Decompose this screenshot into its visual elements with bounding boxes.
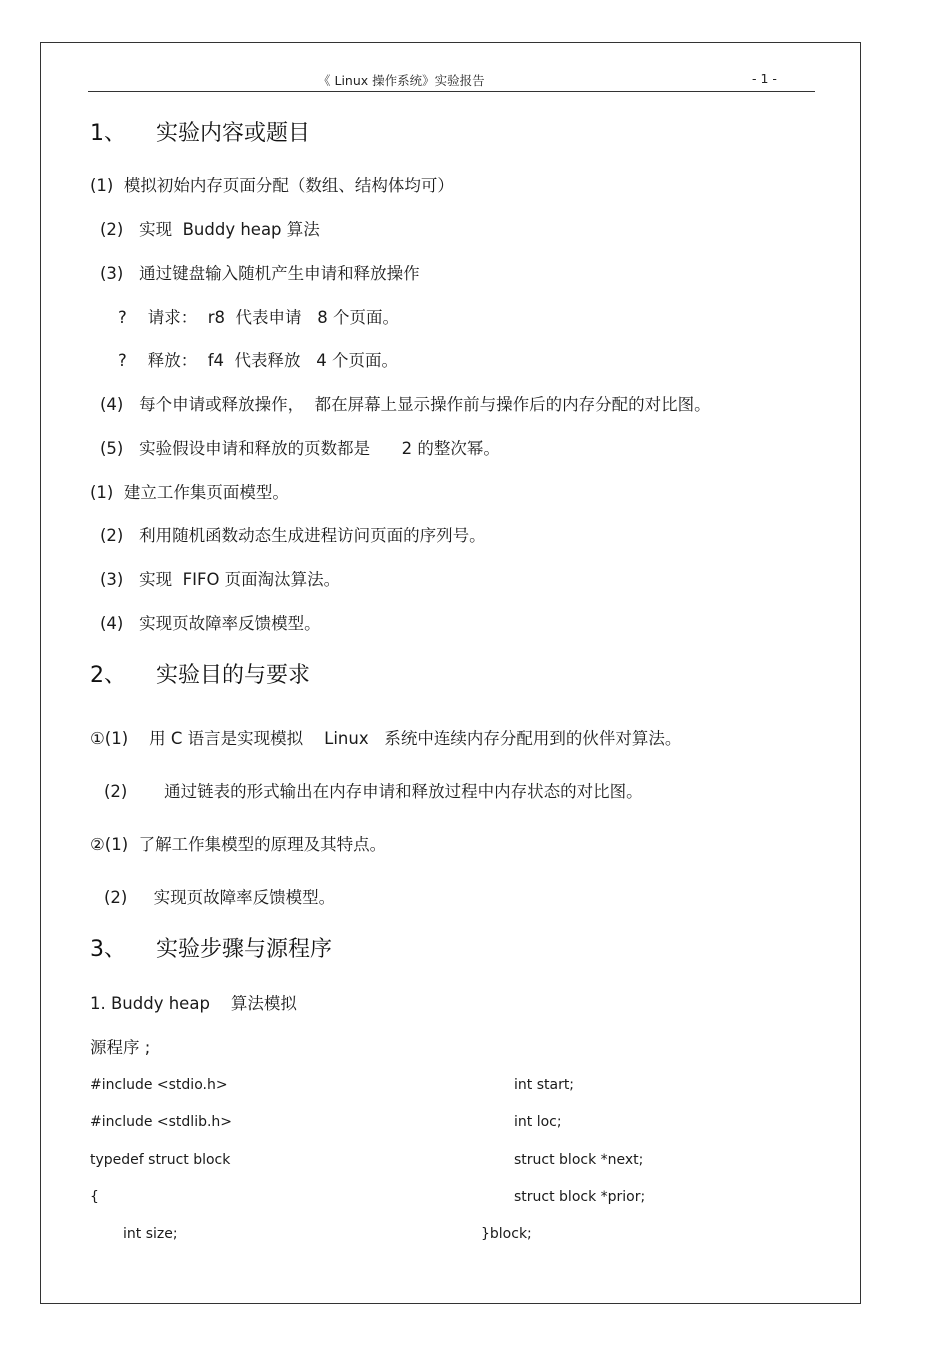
content-item: (4) 实现页故障率反馈模型。 — [100, 614, 321, 633]
header-page-number: - 1 - — [752, 71, 777, 86]
content-item: (1) 建立工作集页面模型。 — [90, 483, 289, 502]
code-line: int loc; — [514, 1114, 562, 1130]
content-item: ? 请求： r8 代表申请 8 个页面。 — [118, 308, 399, 327]
subsection-title: 1. Buddy heap 算法模拟 — [90, 994, 297, 1013]
code-line: int size; — [123, 1226, 178, 1242]
content-item: ? 释放： f4 代表释放 4 个页面。 — [118, 351, 399, 370]
section-title: 实验内容或题目 — [156, 121, 311, 146]
content-item: ②(1) 了解工作集模型的原理及其特点。 — [90, 835, 387, 854]
code-line: #include <stdlib.h> — [90, 1114, 233, 1130]
code-line: struct block *next; — [514, 1152, 644, 1168]
content-item: (2) 利用随机函数动态生成进程访问页面的序列号。 — [100, 526, 486, 545]
content-item: (3) 实现 FIFO 页面淘汰算法。 — [100, 570, 341, 589]
code-line: { — [90, 1189, 99, 1205]
content-item: (2) 实现 Buddy heap 算法 — [100, 220, 320, 239]
section-title: 实验目的与要求 — [156, 663, 311, 688]
code-line: }block; — [481, 1226, 532, 1242]
content-item: (3) 通过键盘输入随机产生申请和释放操作 — [100, 264, 420, 283]
code-line: struct block *prior; — [514, 1189, 646, 1205]
section-number: 2、 — [90, 663, 126, 688]
section-3-heading — [90, 932, 332, 963]
section-1-heading — [90, 116, 310, 147]
content-item: (1) 模拟初始内存页面分配（数组、结构体均可） — [90, 176, 454, 195]
content-item: ①(1) 用 C 语言是实现模拟 Linux 系统中连续内存分配用到的伙伴对算法。 — [90, 729, 682, 748]
content-item: (2) 通过链表的形式输出在内存申请和释放过程中内存状态的对比图。 — [104, 782, 643, 801]
code-line: #include <stdio.h> — [90, 1077, 228, 1093]
content-item: (4) 每个申请或释放操作， 都在屏幕上显示操作前与操作后的内存分配的对比图。 — [100, 395, 711, 414]
header-title: 《 Linux 操作系统》实验报告 — [318, 73, 485, 88]
section-2-heading — [90, 658, 310, 689]
code-line: int start; — [514, 1077, 575, 1093]
code-line: typedef struct block — [90, 1152, 231, 1168]
source-label: 源程序 ; — [90, 1038, 151, 1057]
section-title: 实验步骤与源程序 — [156, 937, 333, 962]
content-item: (2) 实现页故障率反馈模型。 — [104, 888, 336, 907]
header-rule — [88, 91, 815, 92]
content-item: (5) 实验假设申请和释放的页数都是 2 的整次幂。 — [100, 439, 500, 458]
section-number: 1、 — [90, 121, 126, 146]
section-number: 3、 — [90, 937, 126, 962]
